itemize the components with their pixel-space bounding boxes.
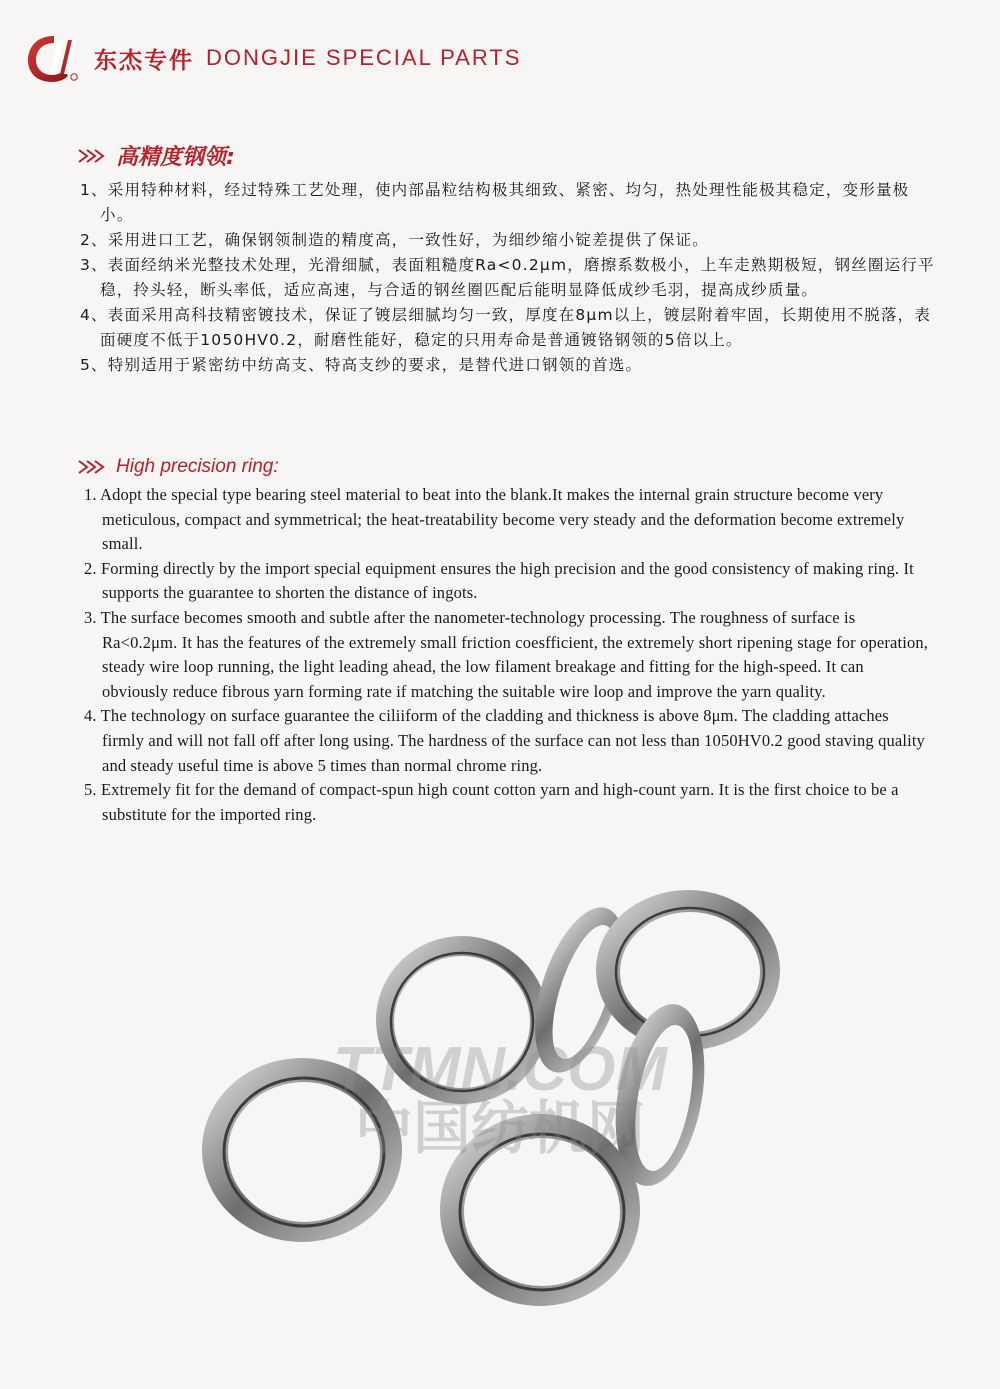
watermark bbox=[333, 1035, 668, 1162]
list-item: 1、采用特种材料，经过特殊工艺处理，使内部晶粒结构极其细致、紧密、均匀，热处理性能极其稳定，变形量极小。 bbox=[80, 181, 910, 224]
header bbox=[24, 28, 521, 88]
steel-rings-photo bbox=[200, 880, 800, 1320]
list-item: 1. Adopt the special type bearing steel material to beat into the blank.It makes the internal grain structure become very meticulous, compact and symmetrical; the heat-treatability become very steady and the deformation become extremely small. bbox=[84, 485, 905, 554]
list-item: 4、表面采用高科技精密镀技术，保证了镀层细腻均匀一致，厚度在8μm以上，镀层附着牢固，长期使用不脱落，表面硬度不低于1050HV0.2，耐磨性能好，稳定的只用寿命是普通镀铬钢领的5倍以上。 bbox=[80, 306, 932, 349]
list-item: 5、特别适用于紧密纺中纺高支、特高支纱的要求，是替代进口钢领的首选。 bbox=[80, 356, 643, 374]
list-item: 3. The surface becomes smooth and subtle after the nanometer-technology processing. The roughness of surface is Ra<0.2μm. It has the features of the extremely small friction coesfficient, the extremely short ripening stage for operation, steady wire loop running, the light leading ahead, the low filament breakage and fitting for the high-speed. It can obviously reduce fibrous yarn forming rate if matching the suitable wire loop and improve the yarn quality. bbox=[84, 607, 929, 701]
brand-name-en: DONGJIE SPECIAL PARTS bbox=[206, 45, 522, 70]
double-arrow-icon bbox=[78, 459, 108, 475]
feature-list-cn bbox=[80, 178, 940, 378]
section-title-cn: 高精度钢领: bbox=[116, 145, 235, 170]
list-item: 2、采用进口工艺，确保钢领制造的精度高，一致性好，为细纱缩小锭差提供了保证。 bbox=[80, 231, 709, 249]
dongjie-logo-icon bbox=[24, 30, 86, 86]
section-title-en: High precision ring: bbox=[116, 456, 279, 477]
section-heading-en bbox=[78, 456, 279, 478]
list-item: 5. Extremely fit for the demand of compact-spun high count cotton yarn and high-count yarn. It is the first choice to be a substitute for the imported ring. bbox=[84, 780, 899, 824]
brand-name-cn: 东杰专件 bbox=[94, 47, 194, 74]
watermark-line2: 中国纺机网 bbox=[354, 1094, 646, 1162]
list-item: 4. The technology on surface guarantee the ciliiform of the cladding and thickness is above 8μm. The cladding attaches firmly and will not fall off after long using. The hardness of the surface can not less than 1050HV0.2 good staving quality and steady useful time is above 5 times than normal chrome ring. bbox=[84, 706, 925, 775]
double-arrow-icon bbox=[78, 148, 108, 164]
list-item: 2. Forming directly by the import special equipment ensures the high precision and the good consistency of making ring. It supports the guarantee to shorten the distance of ingots. bbox=[84, 558, 914, 603]
feature-list-en bbox=[84, 483, 934, 827]
list-item: 3、表面经纳米光整技术处理，光滑细腻，表面粗糙度Ra<0.2μm，磨擦系数极小，上车走熟期极短，钢丝圈运行平稳，拎头轻，断头率低，适应高速，与合适的钢丝圈匹配后能明显降低成纱毛羽，提高成纱质量。 bbox=[80, 256, 935, 299]
watermark-line1: TTMN.COM bbox=[332, 1035, 668, 1104]
section-heading-cn bbox=[78, 140, 235, 171]
